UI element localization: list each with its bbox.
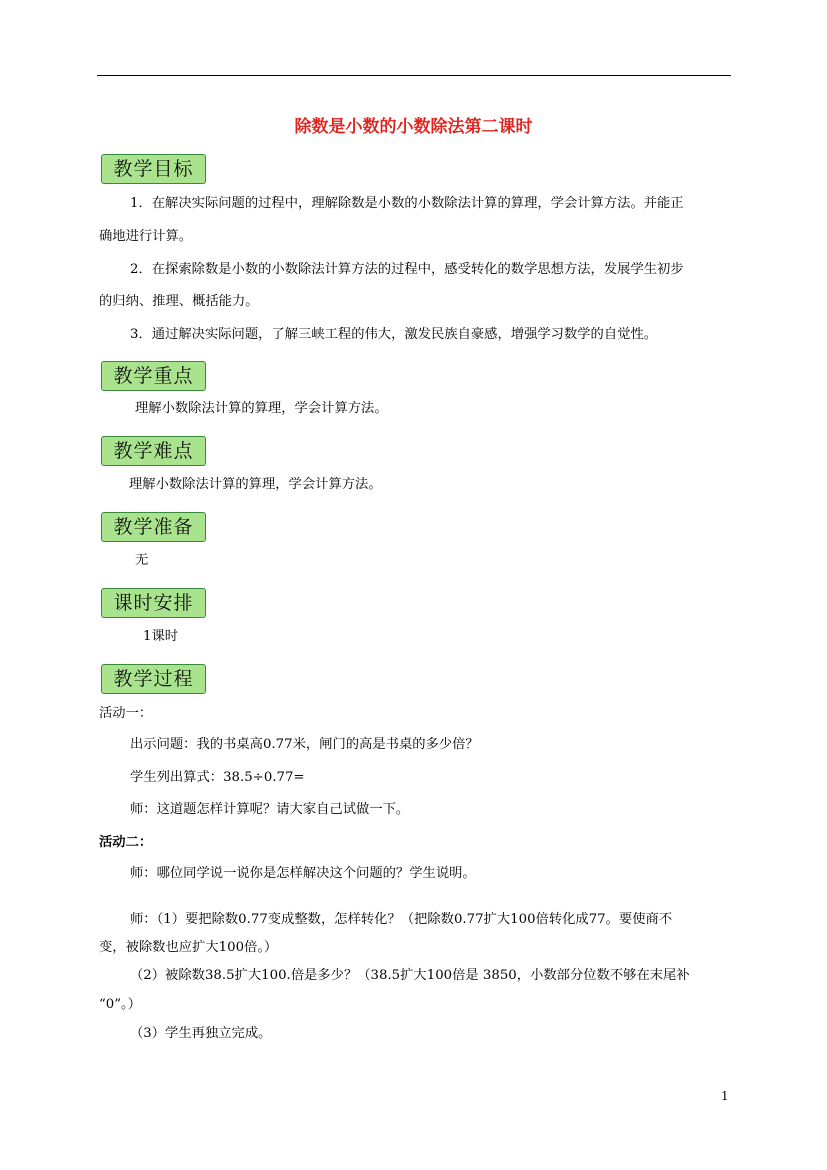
goal-line: 1．在解决实际问题的过程中，理解除数是小数的小数除法计算的算理，学会计算方法。并能正	[130, 196, 684, 211]
goal-line: 2．在探索除数是小数的小数除法计算方法的过程中，感受转化的数学思想方法，发展学生初步	[130, 262, 684, 277]
activity2-line: 师：（1）要把除数0.77变成整数，怎样转化？（把除数0.77扩大100倍转化成77。要使商不	[130, 912, 673, 927]
section-heading-schedule: 课时安排	[101, 588, 206, 618]
page-title: 除数是小数的小数除法第二课时	[294, 117, 533, 137]
difficulties-text: 理解小数除法计算的算理，学会计算方法。	[129, 477, 382, 492]
section-heading-key-points: 教学重点	[101, 361, 206, 391]
activity2-label: 活动二：	[99, 835, 153, 850]
goal-line: 的归纳、推理、概括能力。	[99, 294, 259, 309]
header-rule	[97, 75, 731, 76]
key-points-text: 理解小数除法计算的算理，学会计算方法。	[135, 401, 388, 416]
activity2-line: 师：哪位同学说一说你是怎样解决这个问题的？学生说明。	[130, 866, 476, 881]
activity2-line: “0”。）	[99, 997, 141, 1012]
goal-line: 3．通过解决实际问题，了解三峡工程的伟大，激发民族自豪感，增强学习数学的自觉性。	[130, 327, 658, 342]
activity1-line: 学生列出算式：38.5÷0.77=	[130, 770, 305, 785]
preparation-text: 无	[135, 553, 149, 568]
activity2-line: （3）学生再独立完成。	[130, 1026, 272, 1041]
schedule-text: 1课时	[143, 629, 179, 644]
section-heading-goals: 教学目标	[101, 154, 206, 184]
activity2-line: 变，被除数也应扩大100倍。）	[99, 940, 278, 955]
activity2-line: （2）被除数38.5扩大100.倍是多少？（38.5扩大100倍是 3850，小数部分位数不够在末尾补	[130, 968, 690, 983]
activity1-label: 活动一：	[99, 706, 153, 721]
activity1-line: 出示问题：我的书桌高0.77米，闸门的高是书桌的多少倍？	[130, 737, 479, 752]
section-heading-preparation: 教学准备	[101, 512, 206, 542]
activity1-line: 师：这道题怎样计算呢？请大家自己试做一下。	[130, 802, 410, 817]
page-number: 1	[721, 1089, 729, 1103]
section-heading-process: 教学过程	[101, 664, 206, 694]
section-heading-difficulties: 教学难点	[101, 436, 206, 466]
goal-line: 确地进行计算。	[99, 229, 193, 244]
